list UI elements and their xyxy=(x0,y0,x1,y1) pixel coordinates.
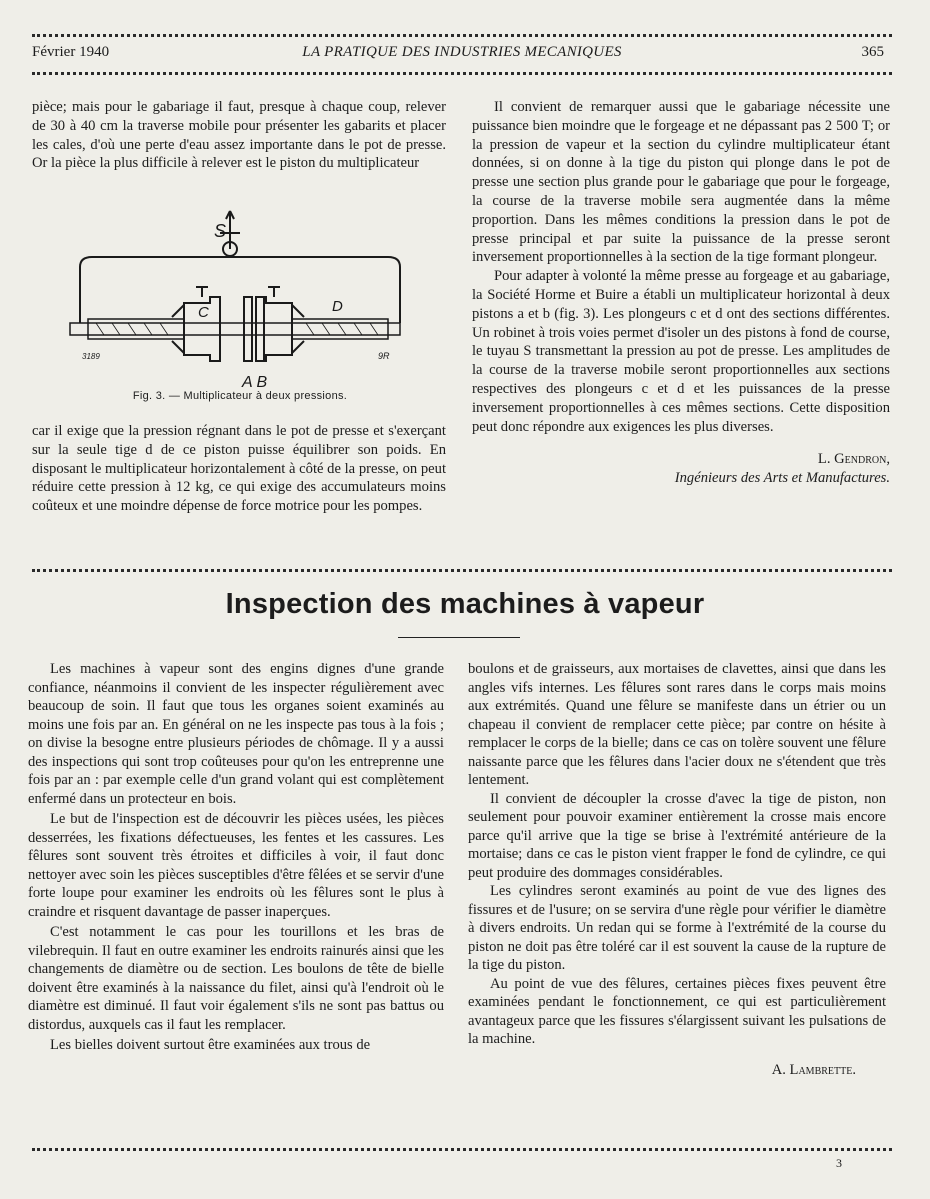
article2-right-p4: Au point de vue des fêlures, certaines pièces fixes peuvent être examinées pendant le fonctionnement, ce qui est particulièrement avantageux parce que les fissures s'élargissent suivant les pulsations de la machine. xyxy=(468,975,886,1047)
top-rule-upper xyxy=(32,34,892,37)
header-journal: LA PRATIQUE DES INDUSTRIES MECANIQUES xyxy=(302,44,622,60)
piston-b xyxy=(256,297,264,361)
article2-right-p3: Les cylindres seront examinés au point de vue des lignes des fissures et de l'usure; on se servira d'une règle pour vérifier le diamètre à divers endroits. Un redan qui se forme à l'extrémité de la course du piston ne doit pas être toléré car il est souvent la cause de la rupture de la tige du piston. xyxy=(468,883,886,973)
label-c: C xyxy=(198,304,209,321)
article1-left-top-text: pièce; mais pour le gabariage il faut, presque à chaque coup, relever de 30 à 40 cm la traverse mobile pour présenter les gabarits et placer les cales, d'où une perte d'eau assez importante dans le pot de presse. Or la pièce la plus difficile à relever est le piston du multiplicateur xyxy=(32,99,446,172)
article1-left-top xyxy=(32,98,446,173)
label-number: 3189 xyxy=(82,352,100,361)
bottom-rule xyxy=(32,1148,892,1151)
article2-left xyxy=(28,660,444,1055)
article1-right-p2: Pour adapter à volonté la même presse au forgeage et au gabariage, la Société Horme et Buire a établi un multiplicateur horizontal à deux pistons a et b (fig. 3). Les plongeurs c et d ont des sections différentes. Un robinet à trois voies permet d'isoler un des pistons à fond de course, le tuyau S transmettant la pression au pot de presse. Les amplitudes de la course de la traverse mobile seront proportionnelles aux sections respectives des plongeurs c et d et les puissances de la presse inversement proportionnelles à ces mêmes sections. Cette disposition peut donc répondre aux exigences les plus diverses. xyxy=(472,268,890,435)
header-date: Février 1940 xyxy=(32,44,110,60)
piston-rod xyxy=(70,323,400,335)
article1-signature xyxy=(472,450,890,488)
article1-left-bottom-text: car il exige que la pression régnant dans le pot de presse et s'exerçant sur la seule tige d de ce piston puisse équilibrer son poids. En disposant le multiplicateur horizontalement à côté de la presse, on peut réduire cette pression à 12 kg, ce qui exige des accumulateurs moins coûteux et une moindre dépense de force motrice pour les pompes. xyxy=(32,423,446,515)
label-s: S xyxy=(214,221,227,241)
title-underline xyxy=(398,637,520,638)
piston-a xyxy=(244,297,252,361)
article-separator xyxy=(32,569,892,572)
article2-left-p1: Les machines à vapeur sont des engins dignes d'une grande confiance, néanmoins il convient de les inspecter régulièrement avec beaucoup de soin. Il faut que tous les organes soient examinés au moins une fois par an. En général on ne les inspecte pas tous à la fois ; on divise la besogne entre plusieurs périodes de chômage. Il y a aussi des inspections qui sont trop coûteuses pour qu'on les entreprenne une fois par an : par exemple celle d'un grand volant qui est complètement enfermé dans un protecteur en bois. xyxy=(28,661,444,807)
header-page: 365 xyxy=(861,44,884,60)
article2-right xyxy=(468,660,886,1080)
pressure-pipe xyxy=(80,257,400,323)
cylinder-right xyxy=(256,297,292,361)
article2-left-p3: C'est notamment le cas pour les tourillons et les bras de vilebrequin. Il faut en outre examiner les endroits rainurés ainsi que les changements de diamètre ou de section. Les boulons de tête de bielle doivent être examinés à la naissance du filet, ainsi qu'à l'endroit où le diamètre est diminué. Il faut voir également s'ils ne sont pas battus ou distordus, auxquels cas il faut les remplacer. xyxy=(28,924,444,1033)
article1-right xyxy=(472,98,890,488)
label-d: D xyxy=(332,298,343,315)
article1-left-bottom xyxy=(32,422,446,516)
label-ab: A B xyxy=(242,374,268,391)
article2-author: A. Lambrette. xyxy=(771,1061,856,1078)
article2-signature xyxy=(468,1061,886,1080)
article2-left-p4: Les bielles doivent surtout être examinées aux trous de xyxy=(50,1037,371,1053)
article2-title: Inspection des machines à vapeur xyxy=(225,588,705,620)
figure-caption: Fig. 3. — Multiplicateur à deux pressions. xyxy=(132,390,348,402)
article2-right-p1: boulons et de graisseurs, aux mortaises de clavettes, ainsi que dans les angles vifs internes. Les fêlures sont rares dans le corps mais moins aux extrémités. Quand une fêlure se manifeste dans un étrier ou un chapeau il convient de remplacer cette pièce; par contre on hésite à remplacer le corps de la bielle; dans ce cas on tolère souvent une fêlure naissante parce que les fêlures dans l'acier doux ne s'étendent que très lentement. xyxy=(468,661,886,788)
article1-right-p1: Il convient de remarquer aussi que le gabariage nécessite une puissance bien moindre que le forgeage et ne dépassant pas 2 500 T; or la pression de vapeur et la section du cylindre multiplicateur étant données, si on donne à la tige du piston qui plonge dans le pot de presse une section plus grande pour le gabariage que pour le forgeage, la course de la traverse mobile sera augmentée dans la même proportion. Dans les mêmes conditions la pression dans le pot de presse principal et par suite la puissance de la presse seront inversement proportionnelles à la section de la tige formant plongeur. xyxy=(472,99,890,266)
label-mark: 9R xyxy=(378,351,390,361)
article1-author: L. Gendron, xyxy=(817,451,890,468)
article2-right-p2: Il convient de découpler la crosse d'avec la tige de piston, non seulement pour pouvoir examiner entièrement la crosse mais encore parce qu'il arrive que la tige se brise à l'extrémité antérieure de la mortaise; dans ce cas le piston vient frapper le fond de cylindre, ce qui peut produire des dommages considérables. xyxy=(468,790,886,881)
multiplier-figure xyxy=(60,205,420,415)
running-header xyxy=(32,44,892,64)
footer-page-number: 3 xyxy=(836,1156,842,1170)
article2-left-p2: Le but de l'inspection est de découvrir les pièces usées, les pièces desserrées, les fixations défectueuses, les fentes et les cassures. Les fêlures sont souvent très étroites et difficiles à voir, il faut donc nettoyer avec soin les pièces susceptibles d'être fêlées et se servir d'une forte loupe pour examiner les endroits où les fêlures sont le plus à craindre et risquent davantage de passer inaperçues. xyxy=(28,811,444,920)
article1-author-title: Ingénieurs des Arts et Manufactures. xyxy=(674,470,890,487)
top-rule-lower xyxy=(32,72,892,75)
plunger-c xyxy=(88,319,184,339)
